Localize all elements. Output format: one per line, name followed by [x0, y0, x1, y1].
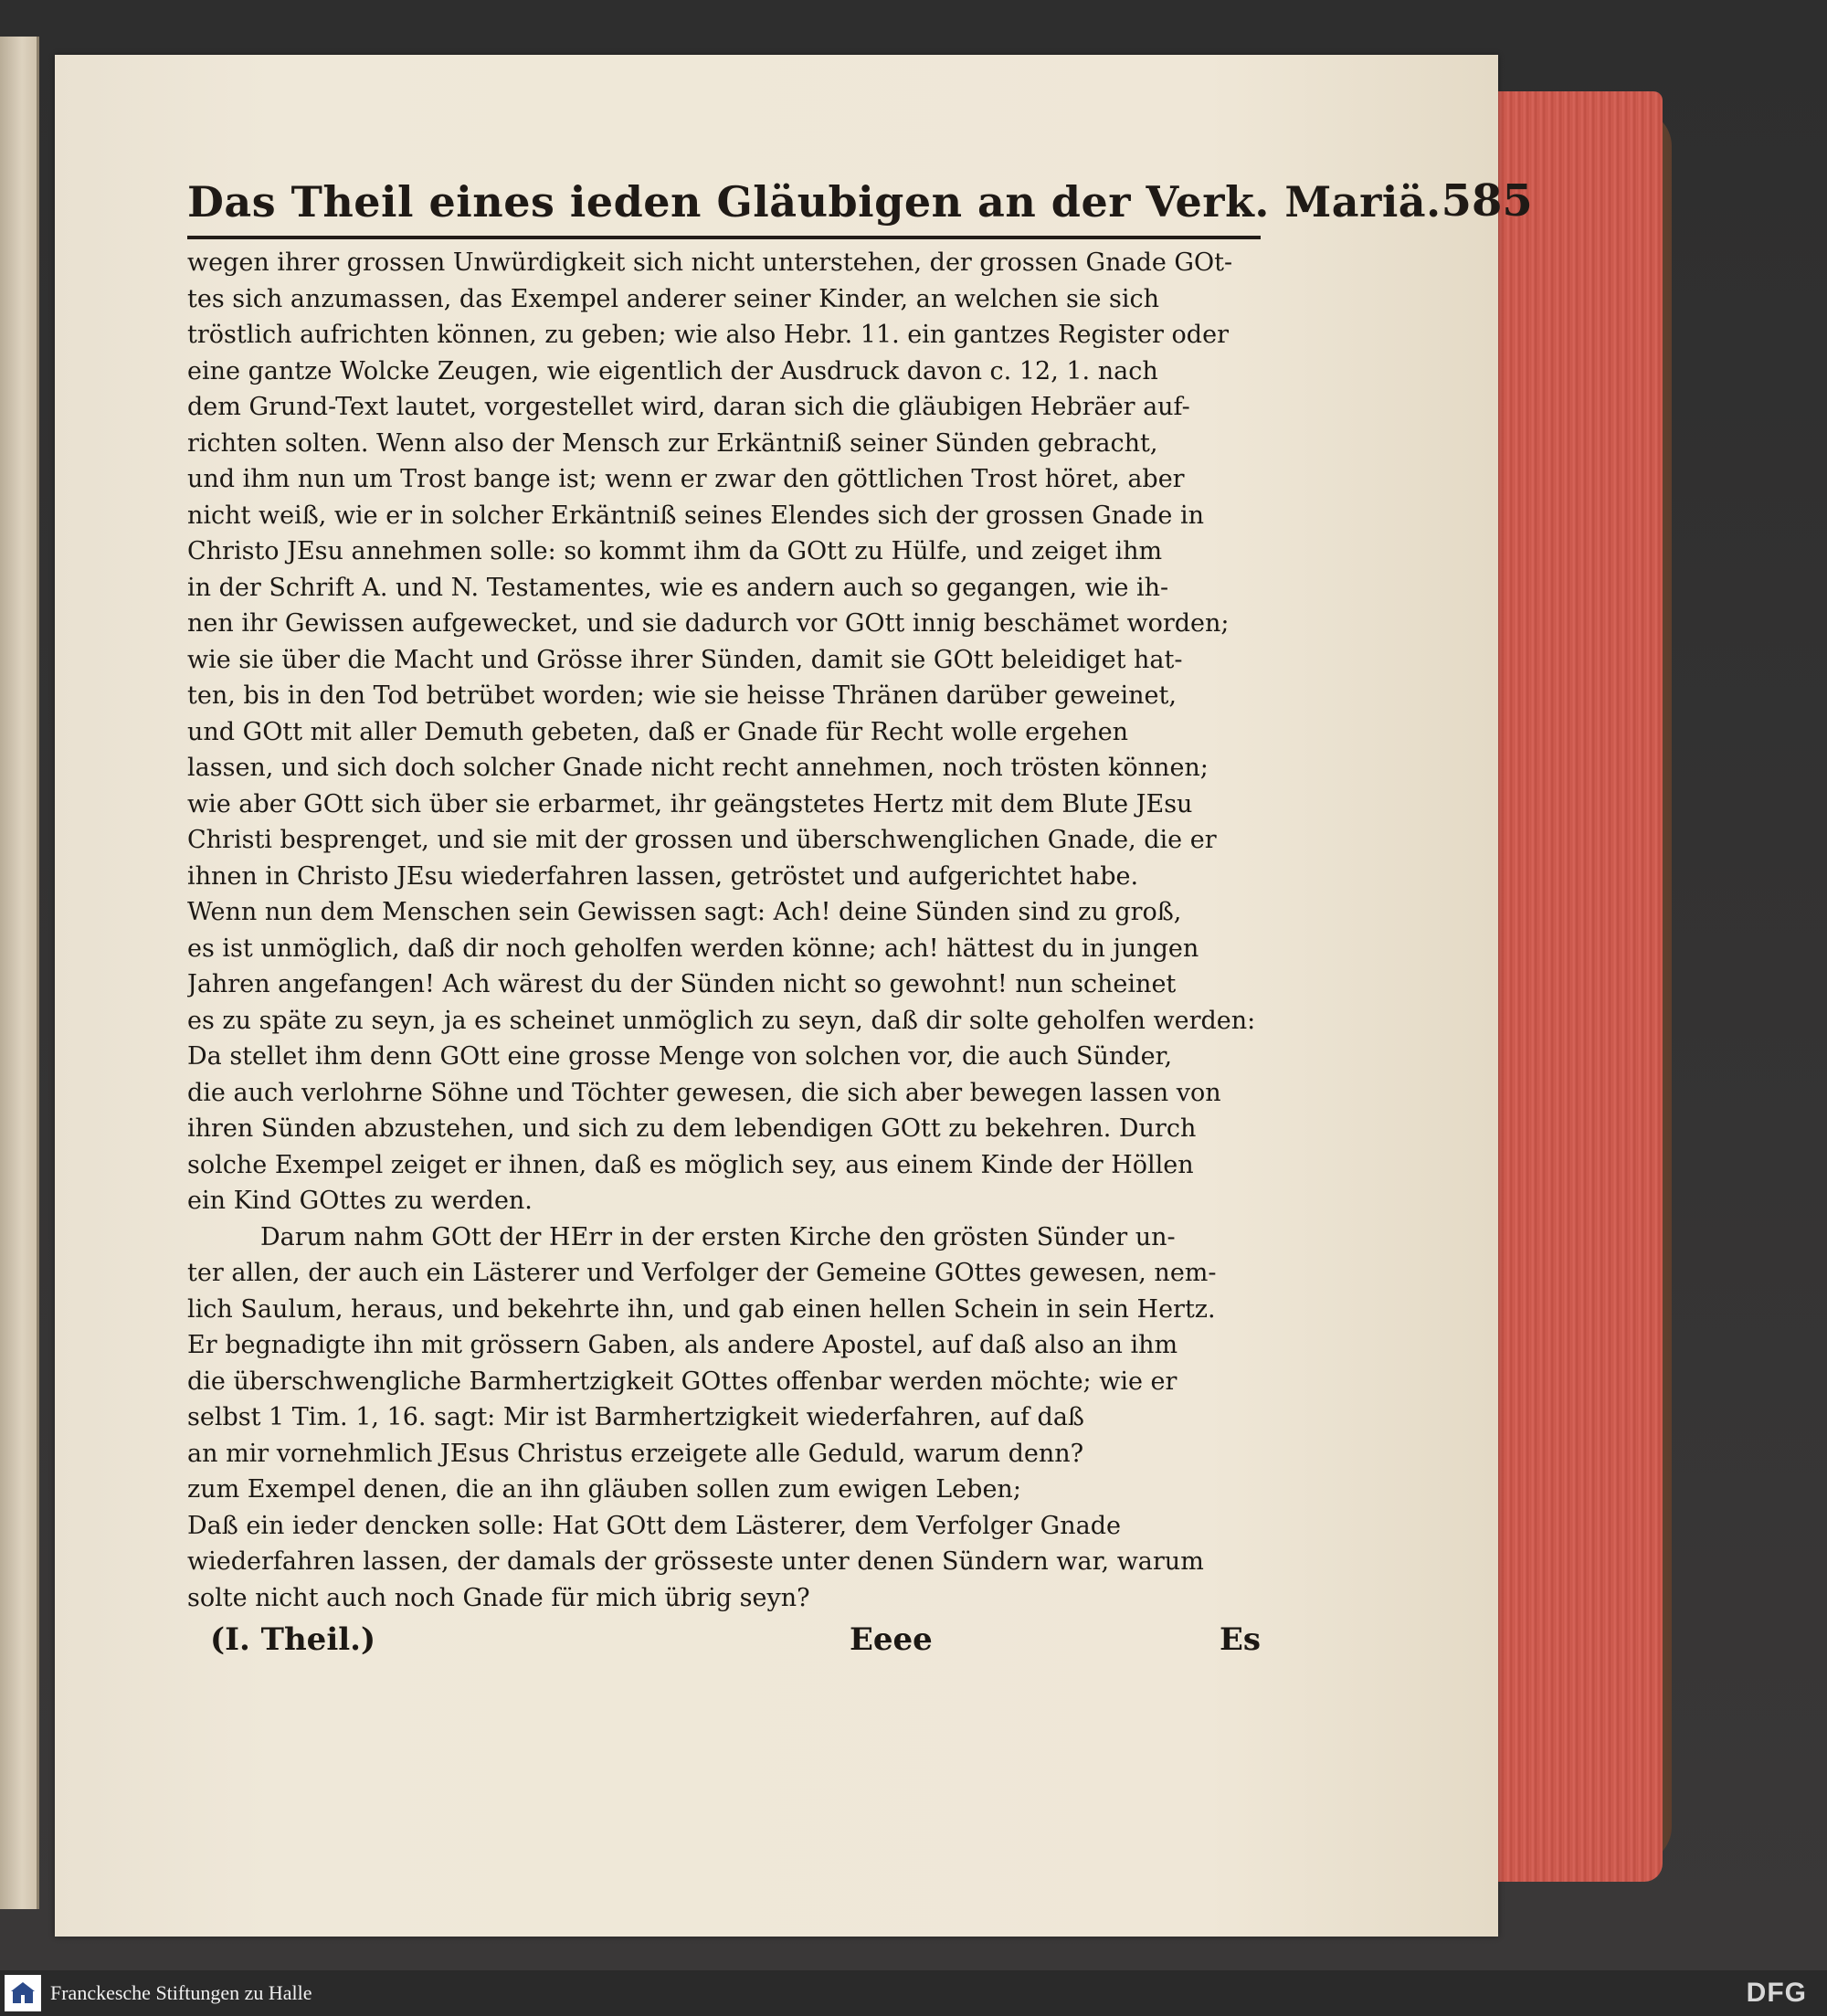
text-line: an mir vornehmlich JEsus Christus erzeigete alle Geduld, warum denn?	[187, 1439, 1084, 1468]
text-line: ihren Sünden abzustehen, und sich zu dem lebendigen GOtt zu bekehren. Durch	[187, 1114, 1197, 1143]
text-line: und ihm nun um Trost bange ist; wenn er zwar den göttlichen Trost höret, aber	[187, 465, 1185, 493]
text-line: solte nicht auch noch Gnade für mich übrig seyn?	[187, 1583, 810, 1612]
red-page-edges	[1489, 91, 1663, 1882]
left-page-edge	[0, 37, 39, 1909]
text-line: Christo JEsu annehmen solle: so kommt ihm da GOtt zu Hülfe, und zeiget ihm	[187, 537, 1163, 565]
running-header	[187, 163, 1533, 227]
text-line: eine gantze Wolcke Zeugen, wie eigentlich der Ausdruck davon c. 12, 1. nach	[187, 356, 1158, 385]
dfg-logo[interactable]: DFG	[1746, 1978, 1807, 2008]
catchword: Es	[1219, 1621, 1261, 1658]
text-line: ein Kind GOttes zu werden.	[187, 1187, 533, 1215]
text-line: lassen, und sich doch solcher Gnade nicht recht annehmen, noch trösten können;	[187, 754, 1209, 782]
viewer-bottom-bar	[0, 1970, 1827, 2016]
text-line: nicht weiß, wie er in solcher Erkäntniß seines Elendes sich der grossen Gnade in	[187, 501, 1205, 530]
signature-mark: Eeee	[850, 1621, 933, 1658]
text-line: solche Exempel zeiget er ihnen, daß es möglich sey, aus einem Kinde der Höllen	[187, 1150, 1194, 1179]
text-line: und GOtt mit aller Demuth gebeten, daß er Gnade für Recht wolle ergehen	[187, 717, 1129, 746]
text-line: wie sie über die Macht und Grösse ihrer Sünden, damit sie GOtt beleidiget hat-	[187, 645, 1183, 674]
page-number: 585	[1441, 175, 1533, 227]
text-line: lich Saulum, heraus, und bekehrte ihn, und gab einen hellen Schein in sein Hertz.	[187, 1294, 1216, 1324]
page-footer	[210, 1621, 1261, 1676]
text-line: es ist unmöglich, daß dir noch geholfen werden könne; ach! hättest du in jungen	[187, 934, 1199, 963]
institution-logo-icon[interactable]	[5, 1975, 41, 2011]
institution-name[interactable]: Franckesche Stiftungen zu Halle	[50, 1981, 312, 2004]
text-line: die überschwengliche Barmhertzigkeit GOttes offenbar werden möchte; wie er	[187, 1367, 1178, 1396]
header-rule	[187, 236, 1261, 239]
text-line: tes sich anzumassen, das Exempel anderer seiner Kinder, an welchen sie sich	[187, 284, 1160, 313]
text-line: es zu späte zu seyn, ja es scheinet unmöglich zu seyn, daß dir solte geholfen werden:	[187, 1006, 1256, 1035]
text-line: Da stellet ihm denn GOtt eine grosse Menge von solchen vor, die auch Sünder,	[187, 1042, 1173, 1071]
text-line: Daß ein ieder dencken solle: Hat GOtt dem Lästerer, dem Verfolger Gnade	[187, 1511, 1121, 1540]
running-title: Das Theil eines ieden Gläubigen an der Verk. Mariä.	[187, 177, 1442, 227]
text-line: Christi besprenget, und sie mit der grossen und überschwenglichen Gnade, die er	[187, 826, 1217, 854]
text-line: Wenn nun dem Menschen sein Gewissen sagt: Ach! deine Sünden sind zu groß,	[187, 898, 1182, 926]
text-line: zum Exempel denen, die an ihn gläuben sollen zum ewigen Leben;	[187, 1475, 1021, 1504]
body-text	[187, 245, 1261, 1616]
text-line: Jahren angefangen! Ach wärest du der Sünden nicht so gewohnt! nun scheinet	[187, 970, 1177, 998]
text-line: die auch verlohrne Söhne und Töchter gewesen, die sich aber bewegen lassen von	[187, 1078, 1221, 1107]
text-line: ihnen in Christo JEsu wiederfahren lassen, getröstet und aufgerichtet habe.	[187, 861, 1139, 891]
text-line: wiederfahren lassen, der damals der grösseste unter denen Sündern war, warum	[187, 1547, 1204, 1576]
text-line: in der Schrift A. und N. Testamentes, wie es andern auch so gegangen, wie ih-	[187, 573, 1169, 602]
text-line: ter allen, der auch ein Lästerer und Verfolger der Gemeine GOttes gewesen, nem-	[187, 1259, 1217, 1287]
text-line: selbst 1 Tim. 1, 16. sagt: Mir ist Barmhertzigkeit wiederfahren, auf daß	[187, 1403, 1084, 1431]
text-line: tröstlich aufrichten können, zu geben; wie also Hebr. 11. ein gantzes Register oder	[187, 321, 1229, 349]
text-line: dem Grund-Text lautet, vorgestellet wird, daran sich die gläubigen Hebräer auf-	[187, 393, 1190, 421]
part-label: (I. Theil.)	[210, 1621, 376, 1658]
text-line: wegen ihrer grossen Unwürdigkeit sich nicht unterstehen, der grossen Gnade GOt-	[187, 248, 1233, 277]
text-line: wie aber GOtt sich über sie erbarmet, ihr geängstetes Hertz mit dem Blute JEsu	[187, 789, 1193, 818]
text-line: ten, bis in den Tod betrübet worden; wie sie heisse Thränen darüber geweinet,	[187, 681, 1177, 710]
text-line: nen ihr Gewissen aufgewecket, und sie dadurch vor GOtt innig beschämet worden;	[187, 609, 1230, 638]
text-line: richten solten. Wenn also der Mensch zur Erkäntniß seiner Sünden gebracht,	[187, 428, 1158, 458]
text-line: Er begnadigte ihn mit grössern Gaben, als andere Apostel, auf daß also an ihm	[187, 1331, 1178, 1359]
text-line: Darum nahm GOtt der HErr in der ersten Kirche den grösten Sünder un-	[260, 1222, 1176, 1251]
